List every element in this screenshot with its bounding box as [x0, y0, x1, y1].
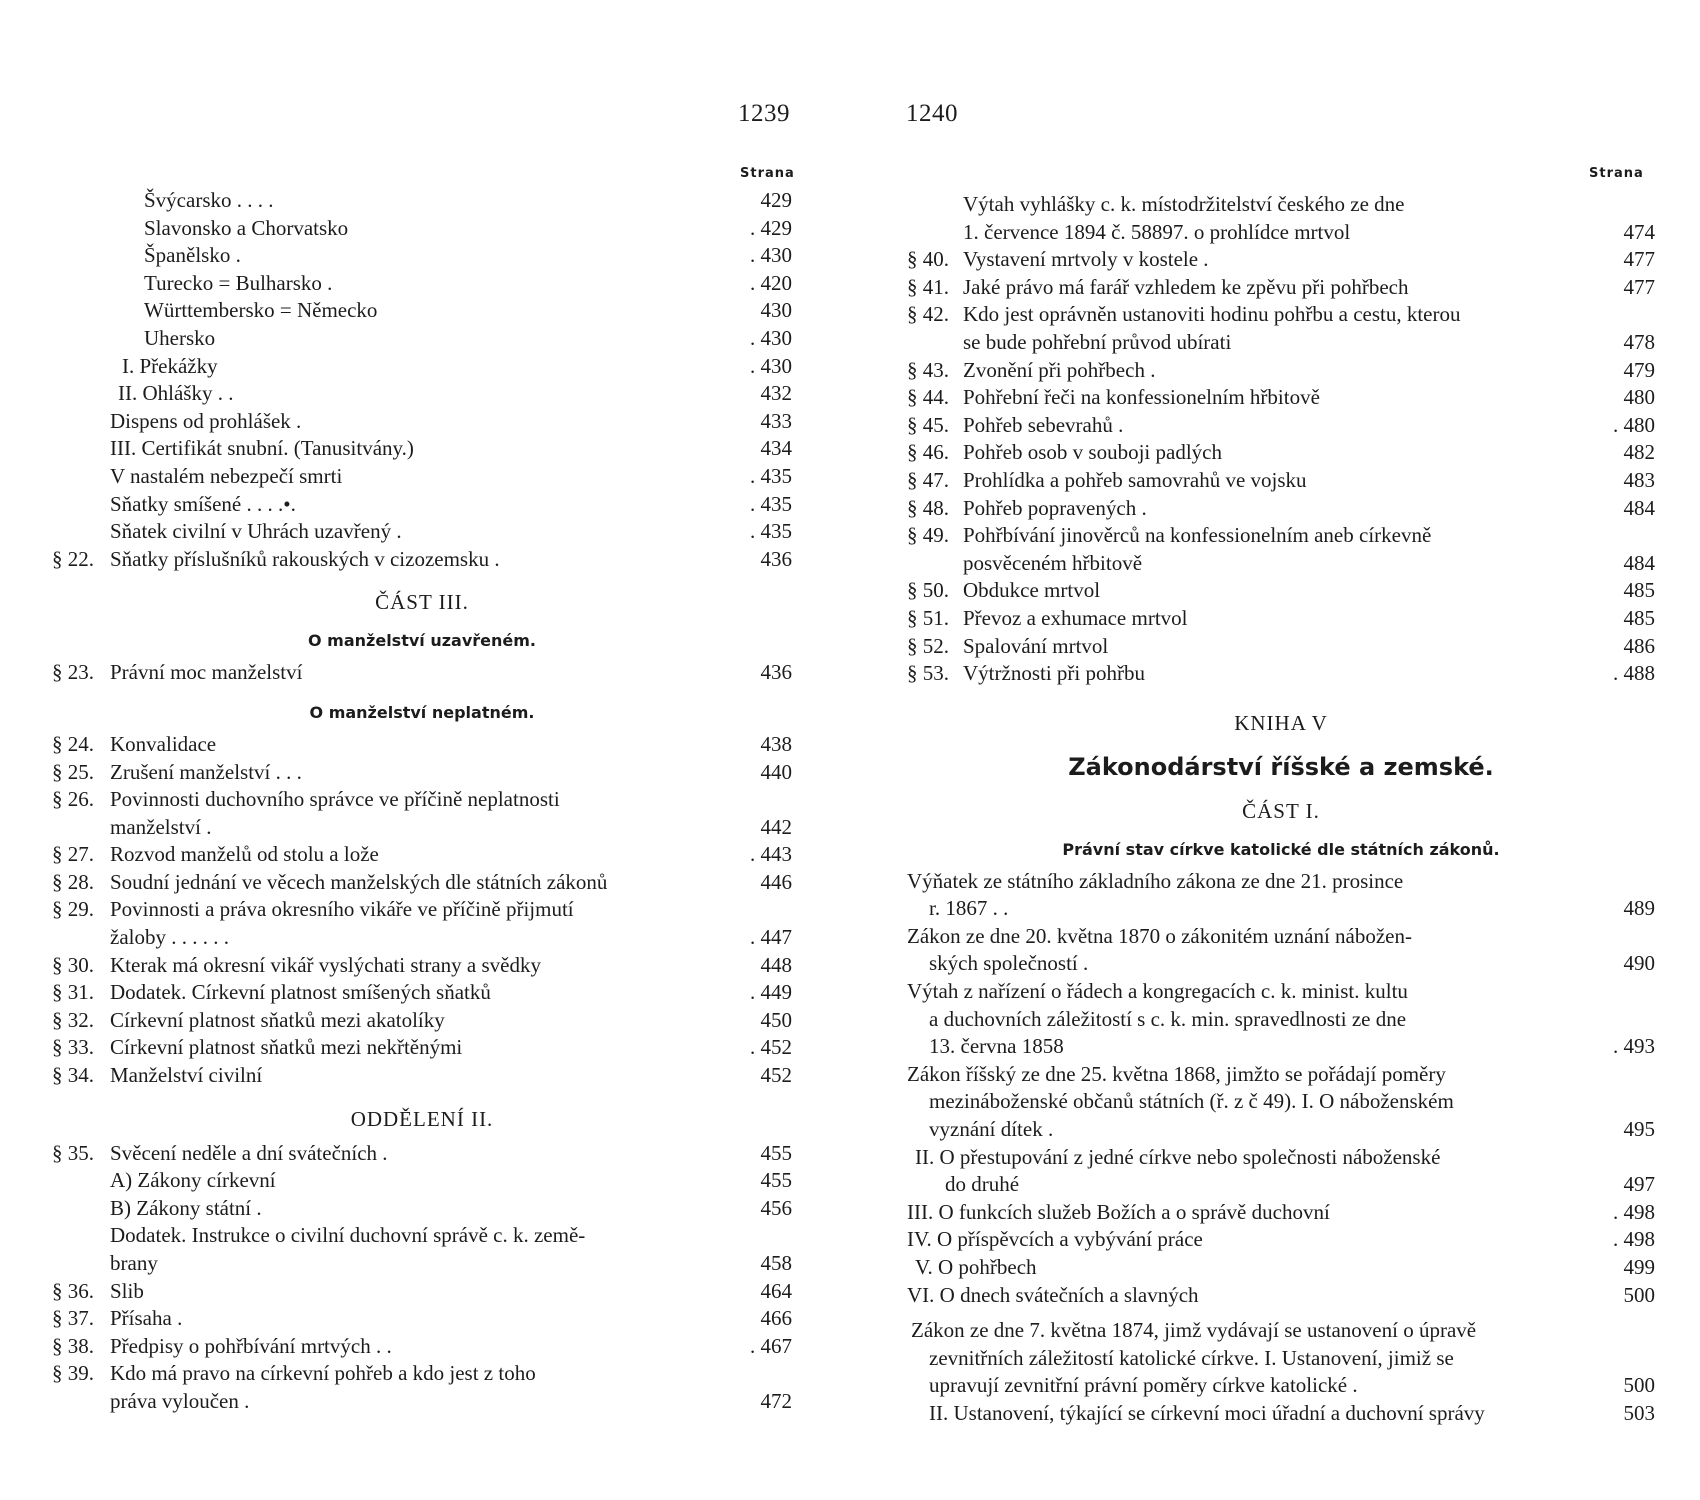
entry-title: Výtržnosti při pohřbu: [963, 661, 1145, 686]
entry-title: do druhé: [945, 1172, 1020, 1197]
toc-entry: [52, 1140, 792, 1168]
entry-title: Slavonsko a Chorvatsko: [144, 215, 349, 240]
toc-entry: [907, 384, 1655, 412]
entry-title: Manželství civilní: [110, 1063, 263, 1088]
entry-title: práva vyloučen .: [110, 1388, 250, 1413]
page-ref: 477: [1623, 247, 1655, 272]
toc-entry: [52, 731, 792, 759]
page-ref: 484: [1623, 495, 1655, 520]
toc-entry: [52, 924, 792, 952]
page-ref: . 430: [750, 243, 792, 268]
page-ref: 456: [760, 1195, 792, 1220]
entry-title: Pohřební řeči na konfessionelním hřbitově: [963, 385, 1320, 410]
page-number: 1240: [906, 100, 958, 127]
toc-entry: [907, 1088, 1655, 1116]
page-ref: . 420: [750, 270, 792, 295]
toc-entry: [907, 439, 1655, 467]
entry-title: Konvalidace: [110, 731, 217, 756]
toc-entry: [52, 786, 792, 814]
toc-entry: [907, 1033, 1655, 1061]
toc-entry: [907, 950, 1655, 978]
entry-title: mezináboženské občanů státních (ř. z č 49). I. O náboženském: [929, 1089, 1454, 1114]
toc-entry: [907, 219, 1655, 247]
entry-title: žaloby . . . . . .: [110, 925, 229, 950]
entry-title: vyznání dítek .: [929, 1117, 1054, 1142]
section-number: § 39.: [52, 1361, 94, 1386]
section-number: § 32.: [52, 1007, 94, 1032]
entry-title: r. 1867 . .: [929, 896, 1009, 921]
page-ref: 497: [1623, 1172, 1655, 1197]
toc-entry: [52, 1222, 792, 1250]
entry-title: Svěcení neděle a dní svátečních .: [110, 1140, 388, 1165]
toc-entry: [907, 412, 1655, 440]
section-number: § 53.: [907, 661, 949, 686]
entry-title: Švýcarsko . . . .: [144, 188, 274, 212]
entry-title: V nastalém nebezpečí smrti: [110, 463, 343, 488]
book-heading: KNIHA V: [1234, 710, 1328, 735]
page-ref: . 498: [1613, 1199, 1655, 1224]
entry-title: Zákon ze dne 20. května 1870 o zákonitém uznání nábožen-: [907, 923, 1412, 948]
entry-title: Výňatek ze státního základního zákona ze dne 21. prosince: [907, 868, 1404, 893]
entry-title: upravují zevnitřní právní poměry církve katolické .: [929, 1373, 1358, 1398]
page-ref: 450: [760, 1007, 792, 1032]
division-heading: ODDĚLENÍ II.: [350, 1106, 494, 1131]
entry-title: Církevní platnost sňatků mezi nekřtěnými: [110, 1035, 463, 1060]
toc-entry: [907, 1372, 1655, 1400]
toc-entry: [907, 357, 1655, 385]
section-number: § 22.: [52, 546, 94, 571]
toc-entry: [907, 467, 1655, 495]
entry-title: B) Zákony státní .: [110, 1195, 262, 1220]
page-ref: 429: [760, 188, 792, 212]
section-number: § 50.: [907, 578, 949, 603]
toc-entry: [907, 633, 1655, 661]
toc-entry: [52, 1388, 792, 1416]
page-ref: 446: [760, 869, 792, 894]
page-ref: . 447: [750, 925, 792, 950]
page-ref: . 467: [750, 1333, 792, 1358]
page-ref: . 452: [750, 1035, 792, 1060]
page-ref: 472: [760, 1388, 792, 1413]
entry-title: Přísaha .: [110, 1306, 183, 1331]
page-ref: . 488: [1613, 661, 1655, 686]
toc-entry: [52, 353, 792, 381]
entry-title: Soudní jednání ve věcech manželských dle státních zákonů: [110, 869, 608, 894]
section-number: § 44.: [907, 385, 949, 410]
entry-title: VI. O dnech svátečních a slavných: [907, 1282, 1199, 1307]
toc-entry: [52, 814, 792, 842]
toc-entry: [52, 325, 792, 353]
entry-title: ských společností .: [929, 951, 1089, 976]
entry-title: manželství .: [110, 814, 212, 839]
page-ref: . 498: [1613, 1227, 1655, 1252]
toc-entry: [907, 301, 1655, 329]
page-ref: 432: [760, 381, 792, 406]
entry-title: Obdukce mrtvol: [963, 578, 1101, 603]
toc-entry: [52, 759, 792, 787]
toc-entry: [907, 246, 1655, 274]
right-page: [850, 0, 1700, 1500]
entry-title: Španělsko .: [144, 243, 241, 268]
entry-title: II. Ustanovení, týkající se církevní moci úřadní a duchovní správy: [929, 1400, 1485, 1425]
page-ref: 455: [760, 1140, 792, 1165]
page-ref: 480: [1623, 385, 1655, 410]
toc-entry: [52, 1167, 792, 1195]
page-ref: 482: [1623, 440, 1655, 465]
page-ref: 503: [1623, 1400, 1655, 1425]
page-ref: 485: [1623, 578, 1655, 603]
section-number: § 51.: [907, 605, 949, 630]
toc-entry: [907, 1171, 1655, 1199]
toc-entry: [907, 1226, 1655, 1254]
page-ref: 464: [760, 1278, 792, 1303]
page-ref: 500: [1623, 1373, 1655, 1398]
toc-entry: [52, 408, 792, 436]
section-number: § 40.: [907, 247, 949, 272]
section-number: § 29.: [52, 897, 94, 922]
page-ref: . 429: [750, 215, 792, 240]
page-ref: 483: [1623, 467, 1655, 492]
page-ref: . 435: [750, 491, 792, 516]
part-subheading: Právní stav církve katolické dle státních zákonů.: [1062, 839, 1500, 859]
section-number: § 36.: [52, 1278, 94, 1303]
entry-title: A) Zákony církevní: [110, 1168, 276, 1193]
page-ref: . 449: [750, 980, 792, 1005]
section-number: § 28.: [52, 869, 94, 894]
entry-title: IV. O příspěvcích a vybývání práce: [907, 1227, 1203, 1252]
toc-entry: [52, 187, 792, 215]
entry-title: Dodatek. Instrukce o civilní duchovní správě c. k. země-: [110, 1223, 586, 1248]
entry-title: Vystavení mrtvoly v kostele .: [963, 247, 1209, 272]
entry-title: Pohřeb sebevrahů .: [963, 412, 1124, 437]
toc-entry: [907, 577, 1655, 605]
toc-entry: [907, 1061, 1655, 1089]
toc-entry: [52, 1333, 792, 1361]
section-number: § 23.: [52, 660, 94, 685]
section-number: § 26.: [52, 787, 94, 812]
page-ref: 489: [1623, 896, 1655, 921]
page-ref: 484: [1623, 550, 1655, 575]
toc-entry: [907, 329, 1655, 357]
page-ref: 495: [1623, 1117, 1655, 1142]
page-ref: 434: [760, 436, 792, 461]
toc-entry: [52, 463, 792, 491]
section-number: § 47.: [907, 467, 949, 492]
page-ref: . 430: [750, 325, 792, 350]
page-ref: . 443: [750, 842, 792, 867]
page-ref: 477: [1623, 274, 1655, 299]
toc-column: [907, 191, 1655, 1428]
toc-entry: [907, 191, 1655, 219]
section-heading: O manželství neplatném.: [309, 702, 535, 722]
entry-title: Povinnosti a práva okresního vikáře ve příčině přijmutí: [110, 897, 574, 922]
page-ref: 436: [760, 660, 792, 685]
entry-title: 13. června 1858: [929, 1034, 1064, 1059]
section-number: § 43.: [907, 357, 949, 382]
toc-entry: [52, 242, 792, 270]
toc-entry: [907, 1144, 1655, 1172]
page-ref: 440: [760, 759, 792, 784]
page-ref: 478: [1623, 329, 1655, 354]
page-ref: 433: [760, 408, 792, 433]
page-ref: 485: [1623, 605, 1655, 630]
toc-entry: [52, 841, 792, 869]
page-ref: 436: [760, 546, 792, 571]
toc-entry: [907, 1006, 1655, 1034]
entry-title: I. Překážky: [122, 353, 218, 378]
section-number: § 37.: [52, 1306, 94, 1331]
section-number: § 34.: [52, 1063, 94, 1088]
toc-entry: [907, 1282, 1655, 1310]
part-subheading: O manželství uzavřeném.: [308, 631, 536, 651]
toc-entry: [907, 1317, 1655, 1345]
entry-title: Dispens od prohlášek .: [110, 408, 302, 433]
section-number: § 46.: [907, 440, 949, 465]
entry-title: Sňatky příslušníků rakouských v cizozemsku .: [110, 546, 500, 571]
page-ref: 479: [1623, 357, 1655, 382]
entry-title: Zvonění při pohřbech .: [963, 357, 1156, 382]
page-ref: 455: [760, 1168, 792, 1193]
toc-entry: [907, 522, 1655, 550]
toc-entry: [907, 1199, 1655, 1227]
entry-title: Povinnosti duchovního správce ve příčině neplatnosti: [110, 787, 560, 812]
section-number: § 24.: [52, 731, 94, 756]
entry-title: Rozvod manželů od stolu a lože: [110, 842, 379, 867]
toc-entry: [907, 868, 1655, 896]
entry-title: se bude pohřební průvod ubírati: [963, 329, 1232, 354]
entry-title: Pohřbívání jinověrců na konfessionelním aneb církevně: [963, 523, 1432, 548]
page-ref: 442: [760, 814, 792, 839]
toc-entry: [907, 923, 1655, 951]
entry-title: Kdo jest oprávněn ustanoviti hodinu pohřbu a cestu, kterou: [963, 302, 1461, 327]
page-ref: 474: [1623, 219, 1655, 244]
entry-title: II. O přestupování z jedné církve nebo společnosti náboženské: [915, 1144, 1441, 1169]
section-number: § 27.: [52, 842, 94, 867]
toc-entry: [52, 869, 792, 897]
toc-entry: [52, 380, 792, 408]
entry-title: a duchovních záležitostí s c. k. min. spravedlnosti ze dne: [929, 1006, 1407, 1031]
toc-entry: [907, 660, 1655, 688]
toc-entry: [907, 1254, 1655, 1282]
toc-entry: [52, 546, 792, 574]
section-number: § 48.: [907, 495, 949, 520]
toc-entry: [52, 491, 792, 519]
entry-title: V. O pohřbech: [915, 1255, 1037, 1279]
section-number: § 38.: [52, 1333, 94, 1358]
entry-title: Spalování mrtvol: [963, 633, 1109, 658]
section-number: § 31.: [52, 980, 94, 1005]
section-number: § 25.: [52, 759, 94, 784]
book-title: Zákonodárství říšské a zemské.: [1068, 752, 1494, 781]
entry-title: Výtah z nařízení o řádech a kongregacích c. k. minist. kultu: [907, 979, 1408, 1004]
page-ref: . 435: [750, 463, 792, 488]
entry-title: Turecko = Bulharsko .: [144, 270, 333, 295]
toc-entry: [907, 1116, 1655, 1144]
entry-title: Převoz a exhumace mrtvol: [963, 605, 1188, 630]
entry-title: Zákon ze dne 7. května 1874, jimž vydávají se ustanovení o úpravě: [911, 1318, 1477, 1343]
toc-entry: [907, 495, 1655, 523]
toc-entry: [52, 518, 792, 546]
toc-entry: [52, 1007, 792, 1035]
page-ref: 430: [760, 298, 792, 323]
entry-title: Jaké právo má farář vzhledem ke zpěvu při pohřbech: [963, 274, 1409, 299]
page-ref: 438: [760, 731, 792, 756]
toc-entry: [907, 895, 1655, 923]
toc-entry: [52, 1305, 792, 1333]
entry-title: Církevní platnost sňatků mezi akatolíky: [110, 1007, 445, 1032]
entry-title: Předpisy o pohřbívání mrtvých . .: [110, 1333, 392, 1358]
entry-title: Uhersko: [144, 325, 216, 350]
entry-title: Dodatek. Církevní platnost smíšených sňatků: [110, 980, 491, 1005]
page-ref: . 430: [750, 353, 792, 378]
entry-title: Zrušení manželství . . .: [110, 759, 302, 784]
toc-entry: [52, 1250, 792, 1278]
section-number: § 52.: [907, 633, 949, 658]
toc-entry: [907, 978, 1655, 1006]
toc-entry: [907, 550, 1655, 578]
section-number: § 41.: [907, 274, 949, 299]
part-heading: ČÁST III.: [375, 590, 469, 615]
entry-title: Sňatky smíšené . . . .•.: [110, 491, 296, 516]
toc-entry: [907, 1345, 1655, 1373]
entry-title: 1. července 1894 č. 58897. o prohlídce mrtvol: [963, 219, 1351, 244]
page-ref: 466: [760, 1306, 792, 1331]
toc-entry: [907, 274, 1655, 302]
page-ref: 500: [1623, 1282, 1655, 1307]
page-ref: . 480: [1613, 412, 1655, 437]
entry-title: Kdo má pravo na církevní pohřeb a kdo jest z toho: [110, 1361, 536, 1386]
page-ref: . 493: [1613, 1034, 1655, 1059]
page-ref: 486: [1623, 633, 1655, 658]
section-number: § 33.: [52, 1035, 94, 1060]
page-ref: 458: [760, 1251, 792, 1275]
entry-title: Slib: [110, 1278, 144, 1303]
page-number: 1239: [738, 100, 790, 127]
entry-title: III. Certifikát snubní. (Tanusitvány.): [110, 436, 414, 461]
page-ref: 499: [1623, 1255, 1655, 1279]
toc-entry: [52, 1278, 792, 1306]
toc-entry: [52, 215, 792, 243]
column-header-strana: Strana: [740, 166, 795, 181]
page-ref: 452: [760, 1063, 792, 1088]
entry-title: posvěceném hřbitově: [963, 550, 1143, 575]
entry-title: Pohřeb popravených .: [963, 495, 1147, 520]
entry-title: Pohřeb osob v souboji padlých: [963, 440, 1222, 465]
toc-entry: [52, 1034, 792, 1062]
toc-entry: [52, 979, 792, 1007]
page-ref: 448: [760, 952, 792, 977]
toc-entry: [52, 1360, 792, 1388]
entry-title: Zákon říšský ze dne 25. května 1868, jimžto se pořádají poměry: [907, 1061, 1446, 1086]
toc-entry: [52, 297, 792, 325]
toc-column: [52, 187, 792, 1416]
entry-title: zevnitřních záležitostí katolické církve. I. Ustanovení, jimiž se: [929, 1345, 1454, 1370]
toc-entry: [52, 896, 792, 924]
entry-title: Württembersko = Německo: [144, 298, 378, 323]
toc-entry: [52, 1062, 792, 1090]
toc-entry: [52, 435, 792, 463]
section-number: § 35.: [52, 1140, 94, 1165]
toc-entry: [52, 270, 792, 298]
page-ref: . 435: [750, 519, 792, 544]
toc-entry: [52, 952, 792, 980]
toc-entry: [907, 605, 1655, 633]
section-number: § 30.: [52, 952, 94, 977]
column-header-strana: Strana: [1589, 166, 1644, 181]
entry-title: Výtah vyhlášky c. k. místodržitelství českého ze dne: [963, 192, 1405, 216]
entry-title: II. Ohlášky . .: [118, 381, 234, 406]
toc-entry: [52, 659, 792, 687]
entry-title: Kterak má okresní vikář vyslýchati strany a svědky: [110, 952, 541, 977]
entry-title: III. O funkcích služeb Božích a o správě duchovní: [907, 1199, 1330, 1224]
section-number: § 49.: [907, 523, 949, 548]
page-ref: 490: [1623, 951, 1655, 976]
entry-title: Prohlídka a pohřeb samovrahů ve vojsku: [963, 467, 1307, 492]
section-number: § 45.: [907, 412, 949, 437]
toc-entry: [907, 1400, 1655, 1428]
section-number: § 42.: [907, 302, 949, 327]
entry-title: brany: [110, 1251, 158, 1275]
entry-title: Právní moc manželství: [110, 660, 303, 685]
toc-entry: [52, 1195, 792, 1223]
part-heading: ČÁST I.: [1242, 798, 1320, 823]
entry-title: Sňatek civilní v Uhrách uzavřený .: [110, 519, 402, 544]
